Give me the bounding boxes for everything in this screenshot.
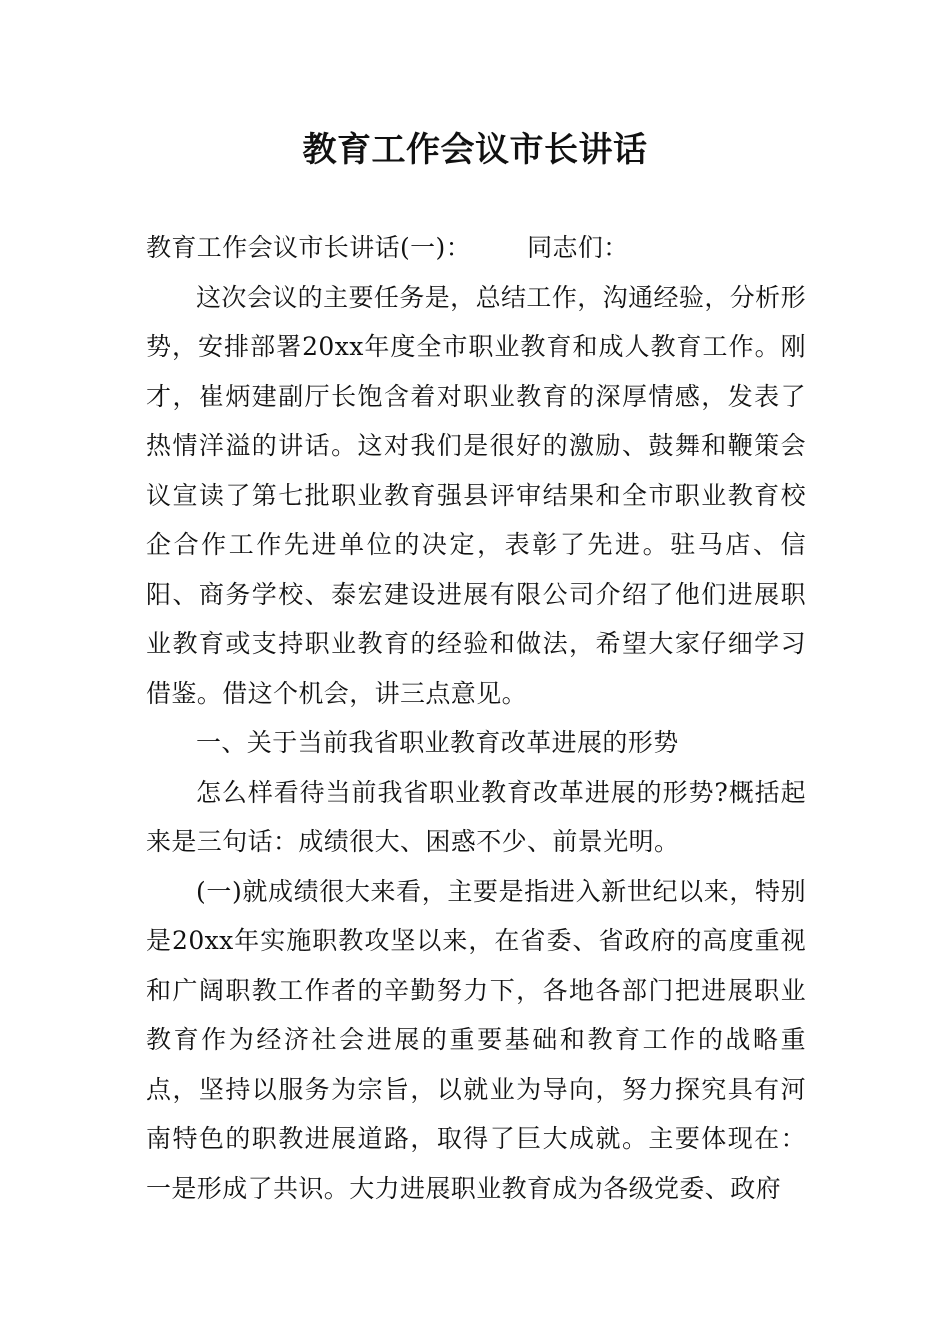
paragraph-situation: 怎么样看待当前我省职业教育改革进展的形势?概括起来是三句话：成绩很大、困惑不少、前景光明。 [146, 777, 806, 856]
intro-label: 教育工作会议市长讲话(一)： [146, 233, 472, 262]
document-body [146, 223, 806, 1213]
paragraph-achievements: (一)就成绩很大来看，主要是指进入新世纪以来，特别是20xx年实施职教攻坚以来，在省委、省政府的高度重视和广阔职教工作者的辛勤努力下，各地各部门把进展职业教育作为经济社会进展的重要基础和教育工作的战略重点，坚持以服务为宗旨，以就业为导向，努力探究具有河南特色的职教进展道路，取得了巨大成就。主要体现在：一是形成了共识。大力进展职业教育成为各级党委、政府 [146, 876, 806, 1203]
intro-line [146, 223, 806, 273]
greeting: 同志们： [527, 233, 629, 262]
section-heading-1: 一、关于当前我省职业教育改革进展的形势 [196, 728, 679, 757]
paragraph-opening: 这次会议的主要任务是，总结工作，沟通经验，分析形势，安排部署20xx年度全市职业教育和成人教育工作。刚才，崔炳建副厅长饱含着对职业教育的深厚情感，发表了热情洋溢的讲话。这对我们是很好的激励、鼓舞和鞭策会议宣读了第七批职业教育强县评审结果和全市职业教育校企合作工作先进单位的决定，表彰了先进。驻马店、信阳、商务学校、泰宏建设进展有限公司介绍了他们进展职业教育或支持职业教育的经验和做法，希望大家仔细学习借鉴。借这个机会，讲三点意见。 [146, 282, 806, 708]
document-title: 教育工作会议市长讲话 [302, 130, 648, 170]
